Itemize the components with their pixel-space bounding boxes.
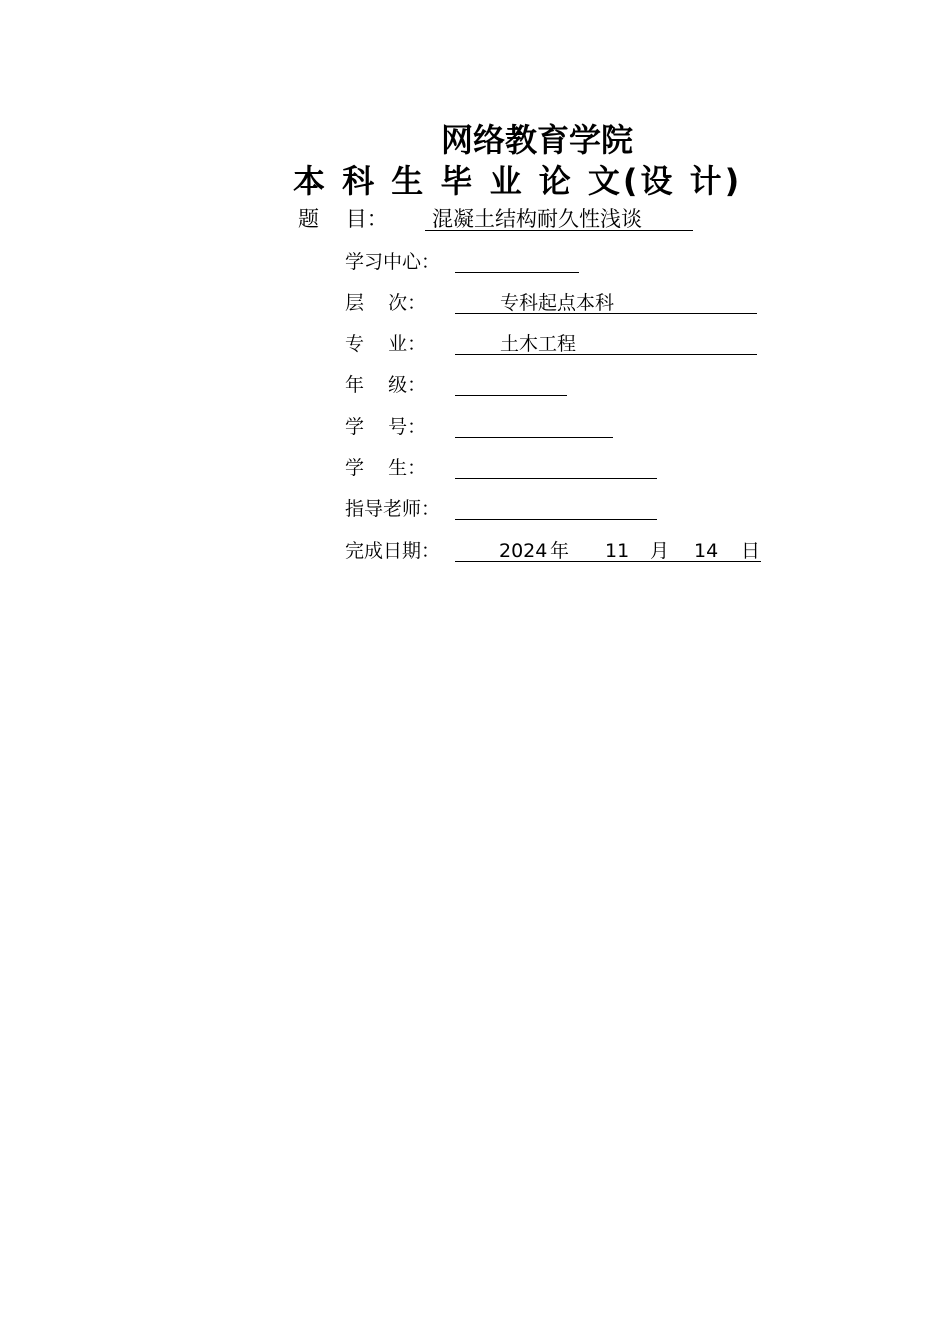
date-day: 14	[694, 540, 719, 562]
advisor-label: 指导老师：	[345, 498, 441, 520]
student-id-field[interactable]	[455, 412, 613, 438]
institution-title: 网络教育学院	[441, 121, 634, 159]
completion-date-label: 完成日期：	[345, 540, 441, 562]
date-month: 11	[605, 540, 630, 562]
level-label: 层 次：	[345, 292, 427, 314]
date-year: 2024	[499, 540, 548, 562]
major-field[interactable]	[455, 329, 757, 355]
grade-field[interactable]	[455, 370, 567, 396]
date-year-unit: 年	[550, 540, 570, 562]
level-value: 专科起点本科	[500, 292, 615, 314]
student-label: 学 生：	[345, 457, 427, 479]
document-type-title: 本 科 生 毕 业 论 文(设 计)	[293, 162, 743, 200]
student-id-label: 学 号：	[345, 416, 427, 438]
study-center-field[interactable]	[455, 247, 579, 273]
advisor-field[interactable]	[455, 494, 657, 520]
level-field[interactable]	[455, 288, 757, 314]
date-month-unit: 月	[650, 540, 670, 562]
major-value: 土木工程	[500, 333, 577, 355]
student-field[interactable]	[455, 453, 657, 479]
topic-label: 题 目：	[298, 207, 388, 231]
study-center-label: 学习中心：	[345, 251, 441, 273]
major-label: 专 业：	[345, 333, 427, 355]
grade-label: 年 级：	[345, 374, 427, 396]
topic-field[interactable]: 混凝土结构耐久性浅谈	[425, 204, 693, 231]
date-day-unit: 日	[741, 540, 761, 562]
completion-date-field[interactable]	[455, 536, 761, 562]
